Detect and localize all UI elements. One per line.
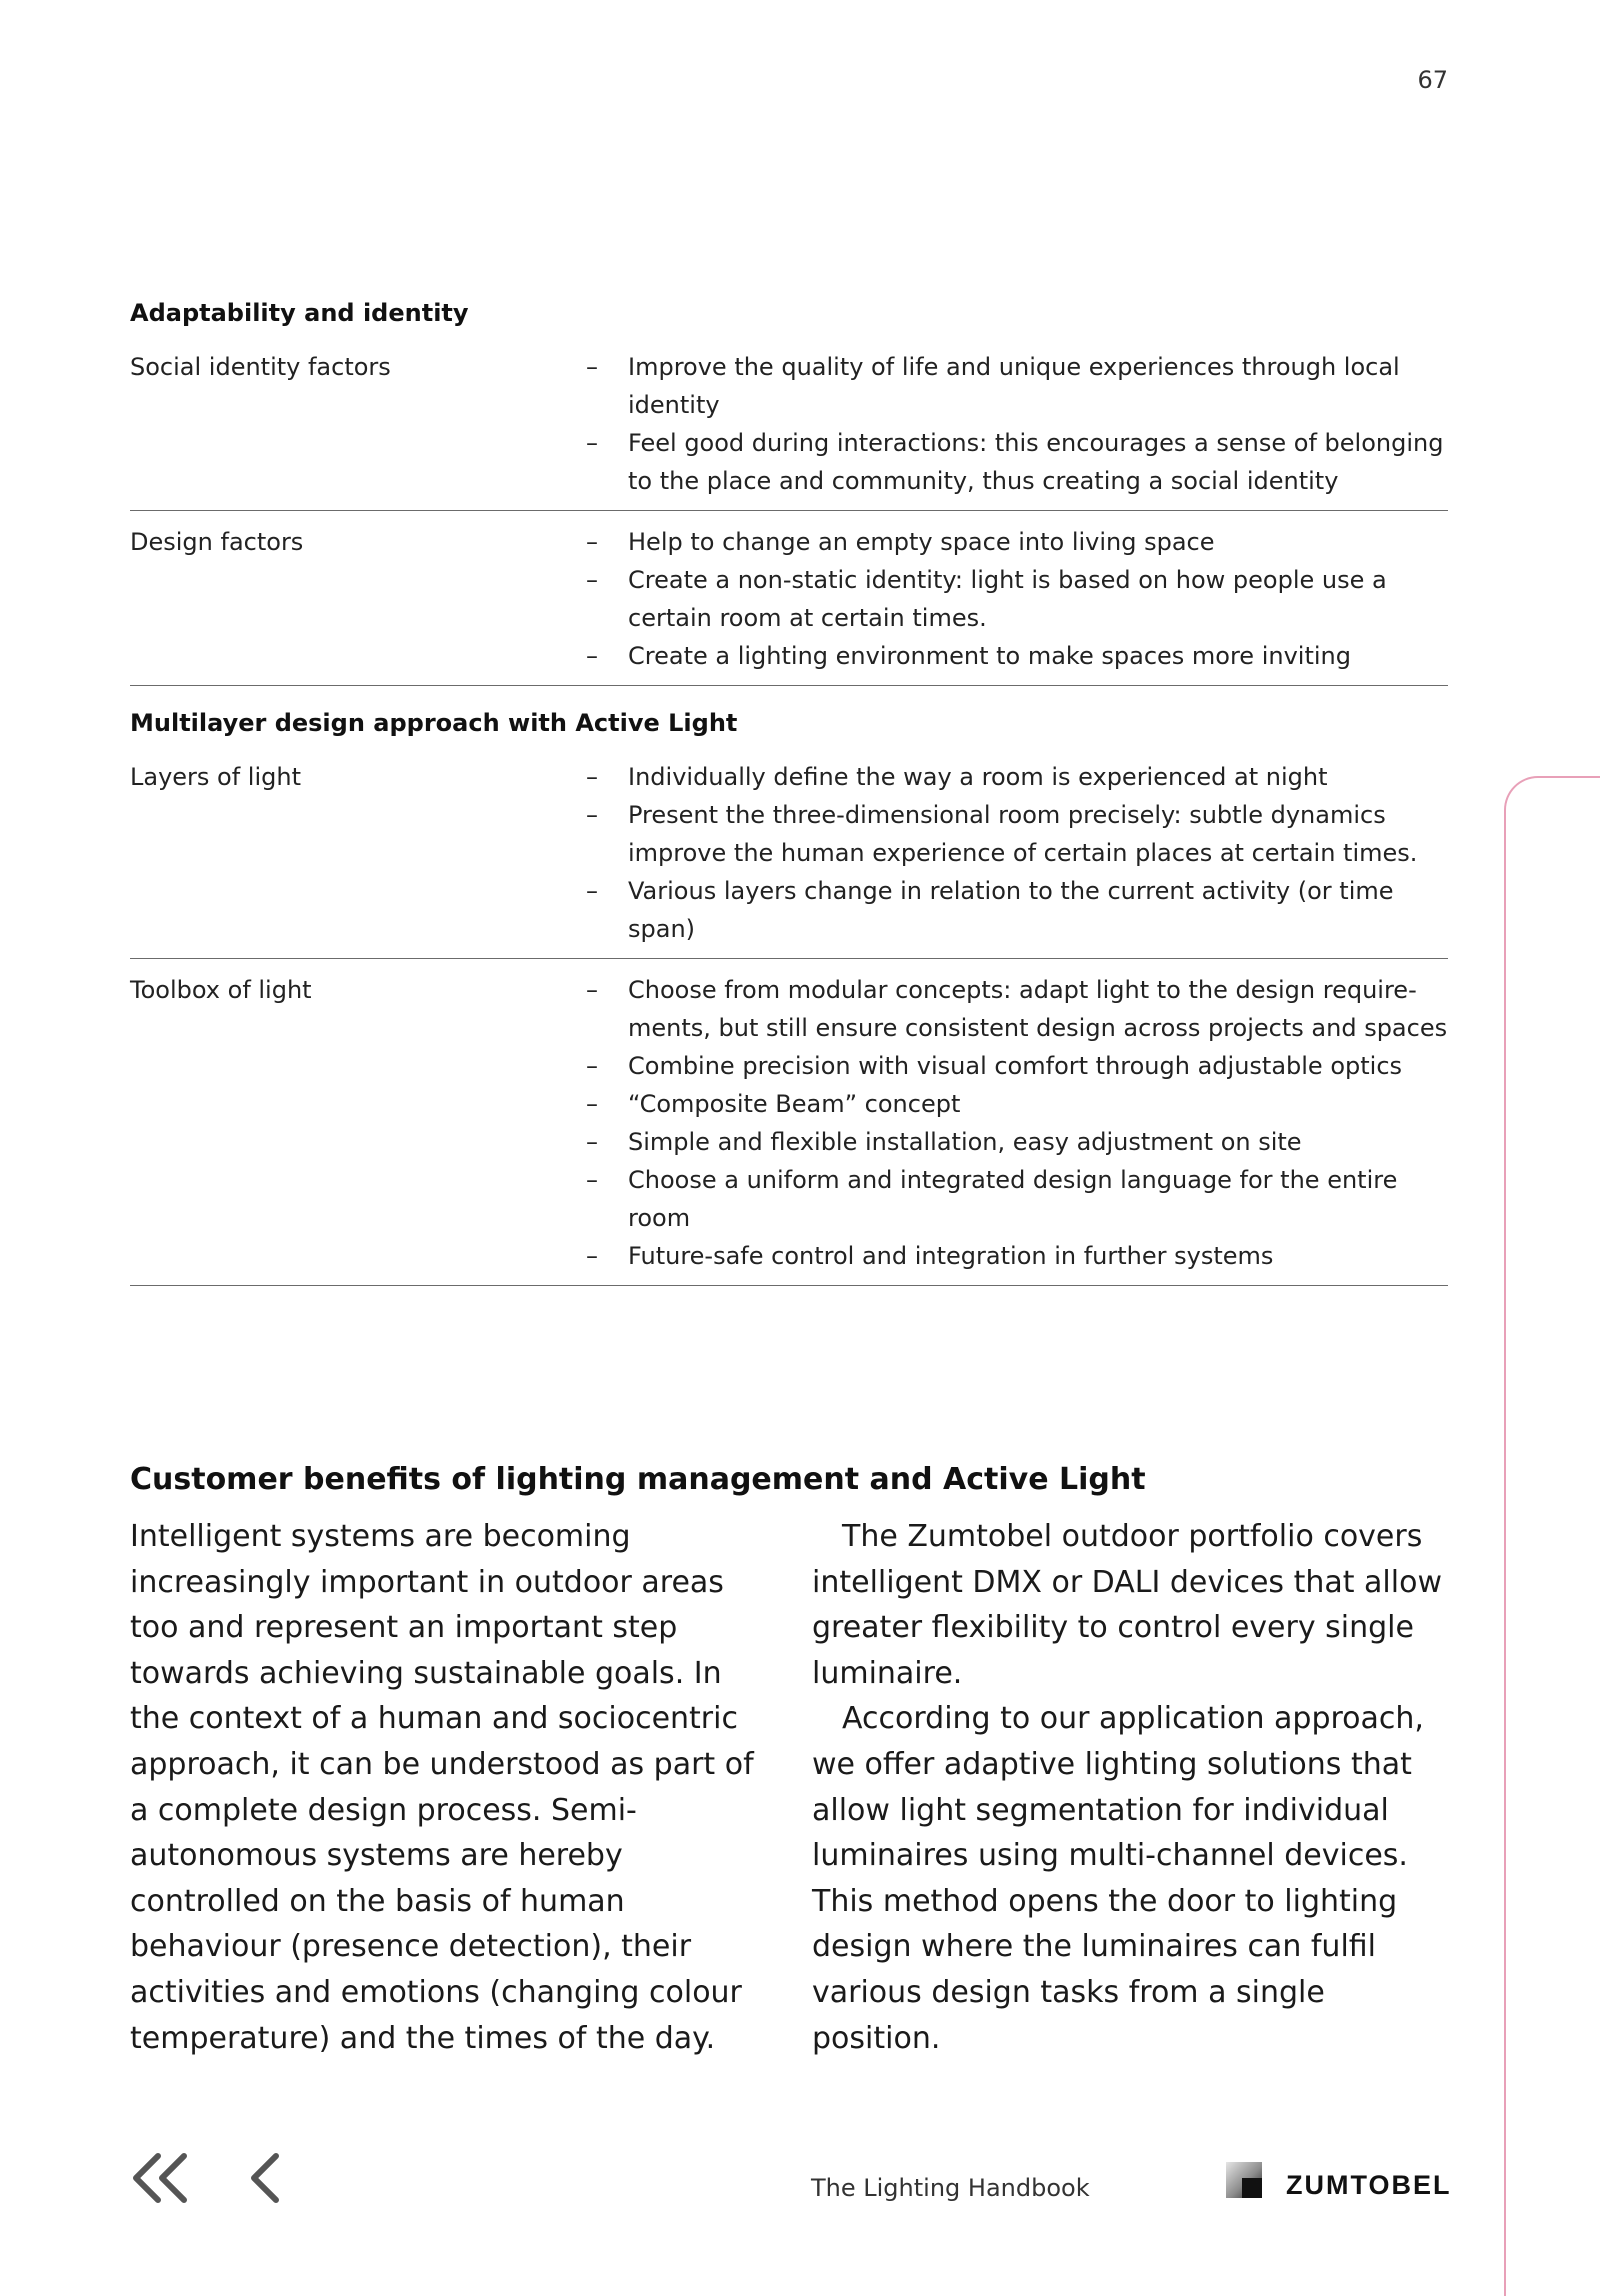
list-item-text: Various layers change in relation to the current activity (or time span)	[628, 877, 1394, 943]
list-item-text: Feel good during interactions: this encourages a sense of belonging to the place and community, thus creating a social identity	[628, 429, 1444, 495]
list-item-text: Individually define the way a room is experienced at night	[628, 763, 1328, 791]
benefits-columns	[130, 1514, 1448, 2061]
row-label: Toolbox of light	[130, 976, 312, 1004]
dash-icon: –	[586, 801, 598, 829]
list-item-text: Simple and flexible installation, easy adjustment on site	[628, 1128, 1302, 1156]
double-chevron-left-icon	[128, 2150, 192, 2206]
list-item	[586, 348, 1448, 424]
section-heading: Adaptability and identity	[130, 299, 469, 327]
dash-icon: –	[586, 1166, 598, 1194]
row-label: Social identity factors	[130, 353, 391, 381]
zumtobel-logo-icon	[1226, 2162, 1262, 2198]
dash-icon: –	[586, 528, 598, 556]
table-row	[130, 971, 1448, 1286]
benefits-section	[130, 1458, 1448, 2061]
table-row	[130, 523, 1448, 686]
page-footer	[0, 2150, 1600, 2220]
list-item	[586, 1047, 1448, 1085]
list-item	[586, 637, 1448, 675]
dash-icon: –	[586, 642, 598, 670]
page-edge-accent-line	[1504, 776, 1600, 2296]
list-item	[586, 796, 1448, 872]
bullet-list	[586, 523, 1448, 675]
list-item-text: Help to change an empty space into living space	[628, 528, 1215, 556]
dash-icon: –	[586, 1242, 598, 1270]
bullet-list	[586, 758, 1448, 948]
list-item	[586, 424, 1448, 500]
table-adaptability	[130, 296, 1448, 686]
table-row	[130, 348, 1448, 511]
list-item	[586, 561, 1448, 637]
benefits-paragraph: Intelligent systems are becoming increasingly important in outdoor areas too and represent an important step towards achieving sustainable goals. In the context of a human and sociocentric approach, it can be understood as part of a complete design process. Semi-autonomous systems are hereby controlled on the basis of human behaviour (presence detection), their activities and emotions (changing colour temperature) and the times of the day.	[130, 1519, 754, 2056]
previous-page-button[interactable]	[248, 2150, 284, 2206]
first-page-button[interactable]	[128, 2150, 192, 2206]
list-item-text: “Composite Beam” concept	[628, 1090, 961, 1118]
row-label: Layers of light	[130, 763, 301, 791]
list-item	[586, 872, 1448, 948]
benefits-right-column	[812, 1514, 1448, 2061]
dash-icon: –	[586, 1052, 598, 1080]
table-multilayer	[130, 706, 1448, 1286]
list-item-text: Choose a uniform and integrated design language for the entire room	[628, 1166, 1398, 1232]
dash-icon: –	[586, 877, 598, 905]
bullet-list	[586, 348, 1448, 500]
list-item-text: Future-safe control and integration in further systems	[628, 1242, 1274, 1270]
content-tables	[130, 296, 1448, 1306]
list-item	[586, 1123, 1448, 1161]
list-item	[586, 1237, 1448, 1275]
footer-title: The Lighting Handbook	[811, 2174, 1090, 2202]
list-item-text: Create a non-static identity: light is based on how people use a certain room at certain times.	[628, 566, 1387, 632]
list-item-text: Improve the quality of life and unique experiences through local identity	[628, 353, 1400, 419]
benefits-title: Customer benefits of lighting management and Active Light	[130, 1462, 1146, 1497]
dash-icon: –	[586, 429, 598, 457]
section-heading: Multilayer design approach with Active Light	[130, 709, 738, 737]
list-item-text: Present the three-dimensional room precisely: subtle dynamics improve the human experience of certain places at certain times.	[628, 801, 1418, 867]
table-row	[130, 758, 1448, 959]
list-item	[586, 1161, 1448, 1237]
page-number: 67	[1417, 66, 1448, 94]
list-item	[586, 523, 1448, 561]
dash-icon: –	[586, 566, 598, 594]
brand-name: ZUMTOBEL	[1286, 2170, 1452, 2200]
bullet-list	[586, 971, 1448, 1275]
dash-icon: –	[586, 1128, 598, 1156]
list-item-text: Combine precision with visual comfort through adjustable optics	[628, 1052, 1403, 1080]
benefits-paragraph: The Zumtobel outdoor portfolio covers intelligent DMX or DALI devices that allow greater flexibility to control every single luminaire.	[812, 1519, 1442, 1691]
list-item	[586, 1085, 1448, 1123]
benefits-left-column	[130, 1514, 770, 2061]
dash-icon: –	[586, 976, 598, 1004]
chevron-left-icon	[248, 2150, 284, 2206]
list-item-text: Create a lighting environment to make spaces more inviting	[628, 642, 1351, 670]
list-item-text: Choose from modular concepts: adapt light to the design requirements, but still ensure consistent design across projects and spaces	[628, 976, 1448, 1042]
dash-icon: –	[586, 1090, 598, 1118]
benefits-paragraph: According to our application approach, we offer adaptive lighting solutions that allow light segmentation for individual luminaires using multi-channel devices. This method opens the door to lighting design where the luminaires can fulfil various design tasks from a single position.	[812, 1701, 1424, 2056]
row-label: Design factors	[130, 528, 304, 556]
dash-icon: –	[586, 763, 598, 791]
dash-icon: –	[586, 353, 598, 381]
list-item	[586, 971, 1448, 1047]
list-item	[586, 758, 1448, 796]
